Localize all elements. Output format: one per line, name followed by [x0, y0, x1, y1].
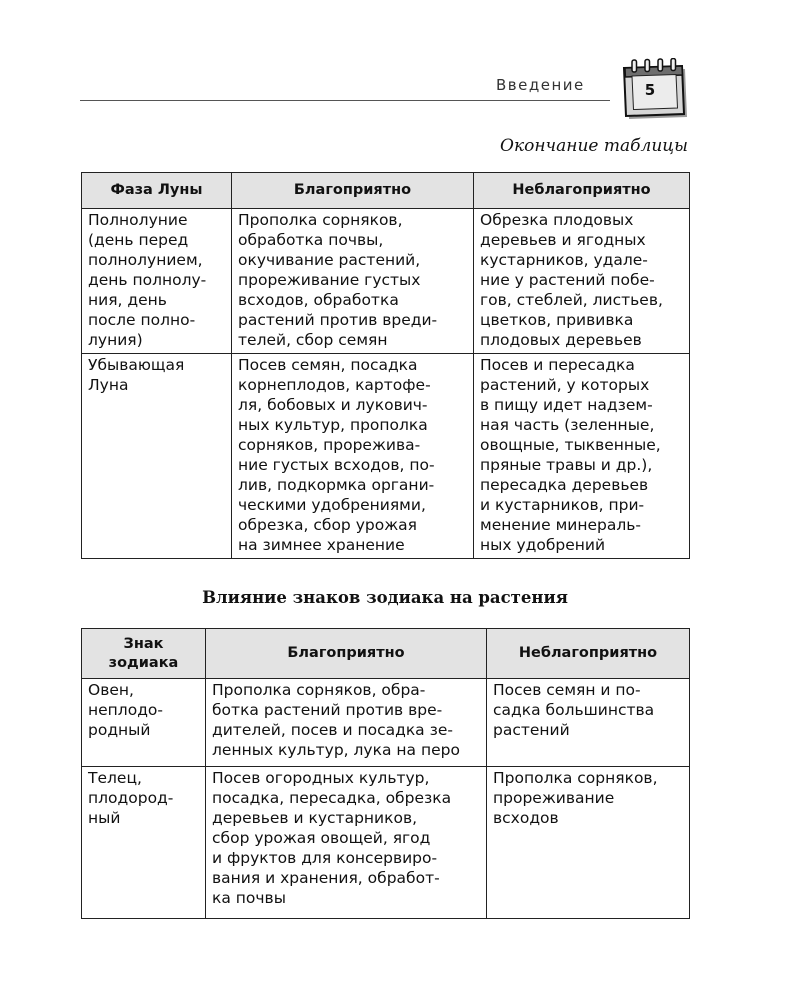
table-cell — [232, 209, 474, 354]
cell-line: ная часть (зеленные, — [480, 416, 655, 434]
cell-line: ка почвы — [212, 889, 286, 907]
cell-line: родный — [88, 721, 151, 739]
zodiac-section-heading: Влияние знаков зодиака на растения — [202, 588, 568, 607]
column-header: Благоприятно — [206, 629, 487, 679]
cell-line: Посев семян, посадка — [238, 356, 418, 374]
cell-line: прореживание — [493, 789, 615, 807]
cell-line: пряные травы и др.), — [480, 456, 653, 474]
cell-line: (день перед — [88, 231, 189, 249]
cell-line: деревьев и кустарников, — [212, 809, 418, 827]
cell-line: ленных культур, лука на перо — [212, 741, 460, 759]
cell-line: Посев огородных культур, — [212, 769, 430, 787]
header-line: Знак — [123, 635, 164, 652]
cell-line: телей, сбор семян — [238, 331, 388, 349]
cell-line: ние густых всходов, по- — [238, 456, 435, 474]
cell-line: вания и хранения, обработ- — [212, 869, 440, 887]
cell-line: Телец, — [88, 769, 142, 787]
cell-line: менение минераль- — [480, 516, 641, 534]
table-continuation-label: Окончание таблицы — [500, 136, 688, 156]
cell-line: плодород- — [88, 789, 174, 807]
table-cell — [474, 209, 690, 354]
table-row — [82, 767, 690, 919]
cell-line: Посев и пересадка — [480, 356, 635, 374]
table-cell — [82, 767, 206, 919]
cell-line: ние у растений побе- — [480, 271, 655, 289]
cell-line: растений, у которых — [480, 376, 650, 394]
cell-line: луния) — [88, 331, 143, 349]
cell-line: обработка почвы, — [238, 231, 384, 249]
cell-line: ля, бобовых и лукович- — [238, 396, 428, 414]
column-header: Благоприятно — [232, 173, 474, 209]
cell-line: корнеплодов, картофе- — [238, 376, 431, 394]
cell-line: Убывающая — [88, 356, 185, 374]
cell-line: овощные, тыквенные, — [480, 436, 661, 454]
table-cell — [82, 354, 232, 559]
cell-line: сорняков, прорежива- — [238, 436, 421, 454]
cell-line: ния, день — [88, 291, 167, 309]
table-row — [82, 354, 690, 559]
cell-line: и фруктов для консервиро- — [212, 849, 438, 867]
cell-line: прореживание густых — [238, 271, 421, 289]
cell-line: Полнолуние — [88, 211, 188, 229]
cell-line: Обрезка плодовых — [480, 211, 634, 229]
cell-line: Луна — [88, 376, 129, 394]
column-header: Фаза Луны — [82, 173, 232, 209]
cell-line: всходов — [493, 809, 559, 827]
cell-line: Прополка сорняков, — [493, 769, 658, 787]
cell-line: растений против вреди- — [238, 311, 438, 329]
page-number: 5 — [644, 81, 656, 99]
table-cell — [82, 209, 232, 354]
table-cell — [474, 354, 690, 559]
column-header: Неблагоприятно — [474, 173, 690, 209]
cell-line: на зимнее хранение — [238, 536, 405, 554]
cell-line: всходов, обработка — [238, 291, 399, 309]
table-cell — [487, 679, 690, 767]
cell-line: обрезка, сбор урожая — [238, 516, 417, 534]
cell-line: садка большинства — [493, 701, 655, 719]
cell-line: плодовых деревьев — [480, 331, 642, 349]
column-header — [82, 629, 206, 679]
cell-line: и кустарников, при- — [480, 496, 645, 514]
cell-line: растений — [493, 721, 570, 739]
cell-line: посадка, пересадка, обрезка — [212, 789, 452, 807]
table-row — [82, 679, 690, 767]
cell-line: день полнолу- — [88, 271, 207, 289]
moon-table-header-row — [82, 173, 690, 209]
cell-line: ных удобрений — [480, 536, 606, 554]
table-cell — [232, 354, 474, 559]
table-cell — [206, 679, 487, 767]
moon-phase-table — [81, 172, 690, 559]
zodiac-table — [81, 628, 690, 919]
cell-line: ботка растений против вре- — [212, 701, 443, 719]
cell-line: Прополка сорняков, — [238, 211, 403, 229]
table-cell — [206, 767, 487, 919]
cell-line: деревьев и ягодных — [480, 231, 646, 249]
cell-line: цветков, прививка — [480, 311, 634, 329]
cell-line: дителей, посев и посадка зе- — [212, 721, 453, 739]
cell-line: пересадка деревьев — [480, 476, 649, 494]
header-rule — [80, 100, 610, 101]
cell-line: полнолунием, — [88, 251, 203, 269]
cell-line: после полно- — [88, 311, 196, 329]
cell-line: Прополка сорняков, обра- — [212, 681, 426, 699]
cell-line: сбор урожая овощей, ягод — [212, 829, 431, 847]
cell-line: в пищу идет надзем- — [480, 396, 653, 414]
table-row — [82, 209, 690, 354]
header-line: зодиака — [108, 654, 179, 671]
cell-line: Овен, — [88, 681, 134, 699]
table-cell — [82, 679, 206, 767]
cell-line: ный — [88, 809, 121, 827]
cell-line: гов, стеблей, листьев, — [480, 291, 663, 309]
cell-line: кустарников, удале- — [480, 251, 648, 269]
cell-line: ных культур, прополка — [238, 416, 428, 434]
zodiac-table-header-row — [82, 629, 690, 679]
cell-line: лив, подкормка органи- — [238, 476, 435, 494]
table-cell — [487, 767, 690, 919]
cell-line: окучивание растений, — [238, 251, 421, 269]
cell-line: неплодо- — [88, 701, 163, 719]
cell-line: Посев семян и по- — [493, 681, 641, 699]
cell-line: ческими удобрениями, — [238, 496, 426, 514]
column-header: Неблагоприятно — [487, 629, 690, 679]
section-title: Введение — [496, 76, 585, 94]
